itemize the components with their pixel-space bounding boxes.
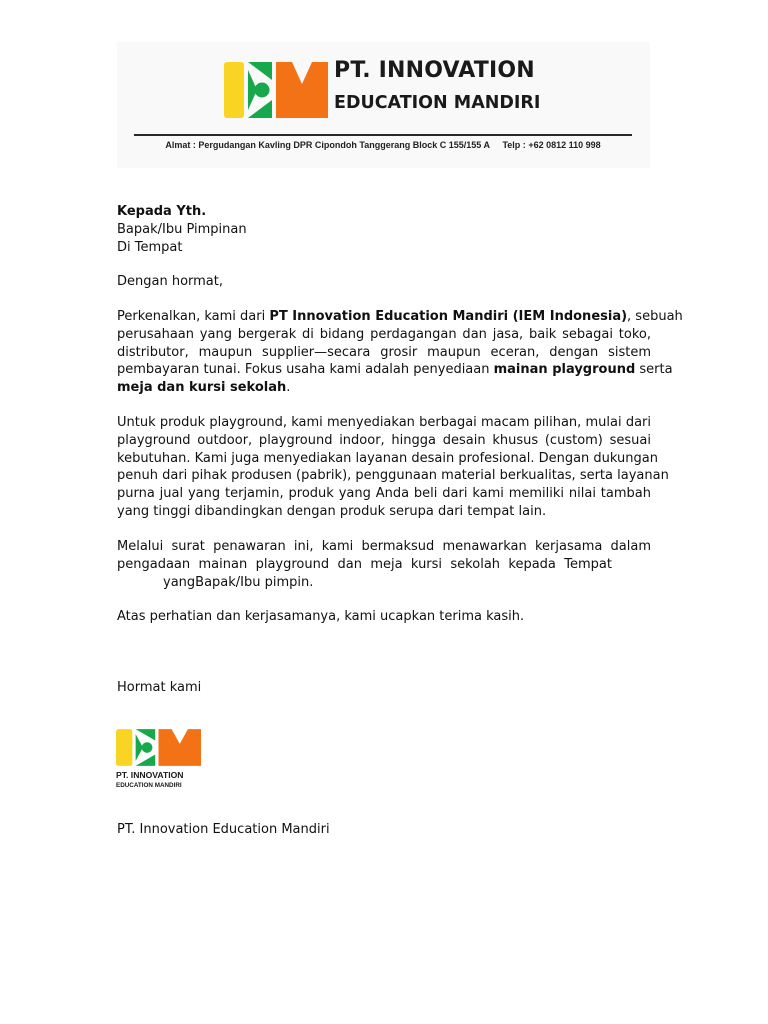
paragraph-line: perusahaan yang bergerak di bidang perdagangan dan jasa, baik sebagai toko, — [117, 326, 651, 342]
paragraph-line — [117, 379, 651, 397]
company-logo — [224, 62, 328, 118]
paragraph-line: kebutuhan. Kami juga menyediakan layanan desain profesional. Dengan dukungan — [117, 450, 658, 466]
logo-green-bottom — [136, 754, 156, 765]
letterhead-divider — [134, 134, 632, 136]
paragraph-line: distributor, maupun supplier—secara grosir maupun eceran, dengan sistem — [117, 344, 651, 360]
logo-orange-m — [276, 62, 328, 118]
logo-orange-m — [159, 729, 202, 766]
signature-name-text: PT. Innovation Education Mandiri — [117, 822, 330, 837]
text-run: . — [286, 380, 291, 396]
paragraph-line: playground outdoor, playground indoor, hingga desain khusus (custom) sesuai — [117, 432, 651, 448]
letterhead-company-name: PT. INNOVATION — [334, 58, 535, 83]
paragraph-line: Untuk produk playground, kami menyediakan berbagai macam pilihan, mulai dari — [117, 415, 651, 430]
paragraph-line: purna jual yang terjamin, produk yang Anda beli dari kami memiliki nilai tambah — [117, 486, 651, 502]
paragraph-products — [117, 414, 669, 521]
phone-value: +62 0812 110 998 — [528, 140, 601, 150]
paragraph-introduction — [117, 308, 683, 397]
product-furniture-bold: meja dan kursi sekolah — [117, 380, 287, 396]
closing-thanks-text: Atas perhatian dan kerjasamanya, kami ucapkan terima kasih. — [117, 609, 525, 624]
logo-green-top — [136, 729, 156, 740]
text-run: , sebuah — [627, 309, 683, 324]
signoff-text: Hormat kami — [117, 680, 202, 695]
paragraph-line: yang tinggi dibandingkan dengan produk serupa dari tempat lain. — [117, 503, 547, 519]
salutation — [117, 273, 651, 291]
recipient-greeting: Kepada Yth. — [117, 204, 207, 219]
logo-yellow-block — [224, 62, 244, 118]
paragraph-line — [117, 308, 683, 326]
address-label: Almat : — [165, 140, 196, 150]
recipient-block — [117, 203, 651, 256]
paragraph-line: yangBapak/Ibu pimpin. — [163, 574, 314, 590]
company-name-bold: PT Innovation Education Mandiri (IEM Indonesia) — [269, 309, 628, 324]
salutation-text: Dengan hormat, — [117, 274, 224, 289]
signature-logo — [116, 729, 201, 766]
closing-thanks — [117, 608, 651, 626]
logo-green-top — [248, 62, 272, 80]
letterhead-address-line — [134, 140, 632, 150]
signoff — [117, 679, 651, 697]
logo-green-dot — [255, 83, 270, 98]
text-run: serta — [635, 362, 673, 378]
phone-label: Telp : — [502, 140, 526, 150]
logo-yellow-block — [116, 729, 132, 766]
address-value: Pergudangan Kavling DPR Cipondoh Tanggerang Block C 155/155 A — [198, 140, 490, 150]
paragraph-line: Melalui surat penawaran ini, kami bermaksud menawarkan kerjasama dalam — [117, 539, 651, 554]
recipient-name: Bapak/Ibu Pimpinan — [117, 221, 247, 237]
logo-green-dot — [142, 742, 153, 753]
letterhead-company-subtitle: EDUCATION MANDIRI — [334, 93, 541, 113]
paragraph-offer — [117, 538, 651, 591]
recipient-place: Di Tempat — [117, 239, 183, 255]
paragraph-line — [117, 556, 612, 574]
signature-logo-name: PT. INNOVATION — [116, 770, 184, 780]
signature-logo-subtitle: EDUCATION MANDIRI — [116, 782, 182, 789]
text-run: pembayaran tunai. Fokus usaha kami adalah penyediaan — [117, 362, 494, 378]
signature-name — [117, 821, 651, 839]
paragraph-line — [117, 361, 673, 379]
product-playground-bold: mainan playground — [493, 362, 636, 378]
paragraph-line: penuh dari pihak produsen (pabrik), penggunaan material berkualitas, serta layanan — [117, 468, 669, 484]
logo-green-bottom — [248, 100, 272, 118]
text-run: Perkenalkan, kami dari — [117, 309, 270, 324]
text-run: pengadaan mainan playground dan meja kursi sekolah kepada Tempat — [117, 556, 612, 572]
